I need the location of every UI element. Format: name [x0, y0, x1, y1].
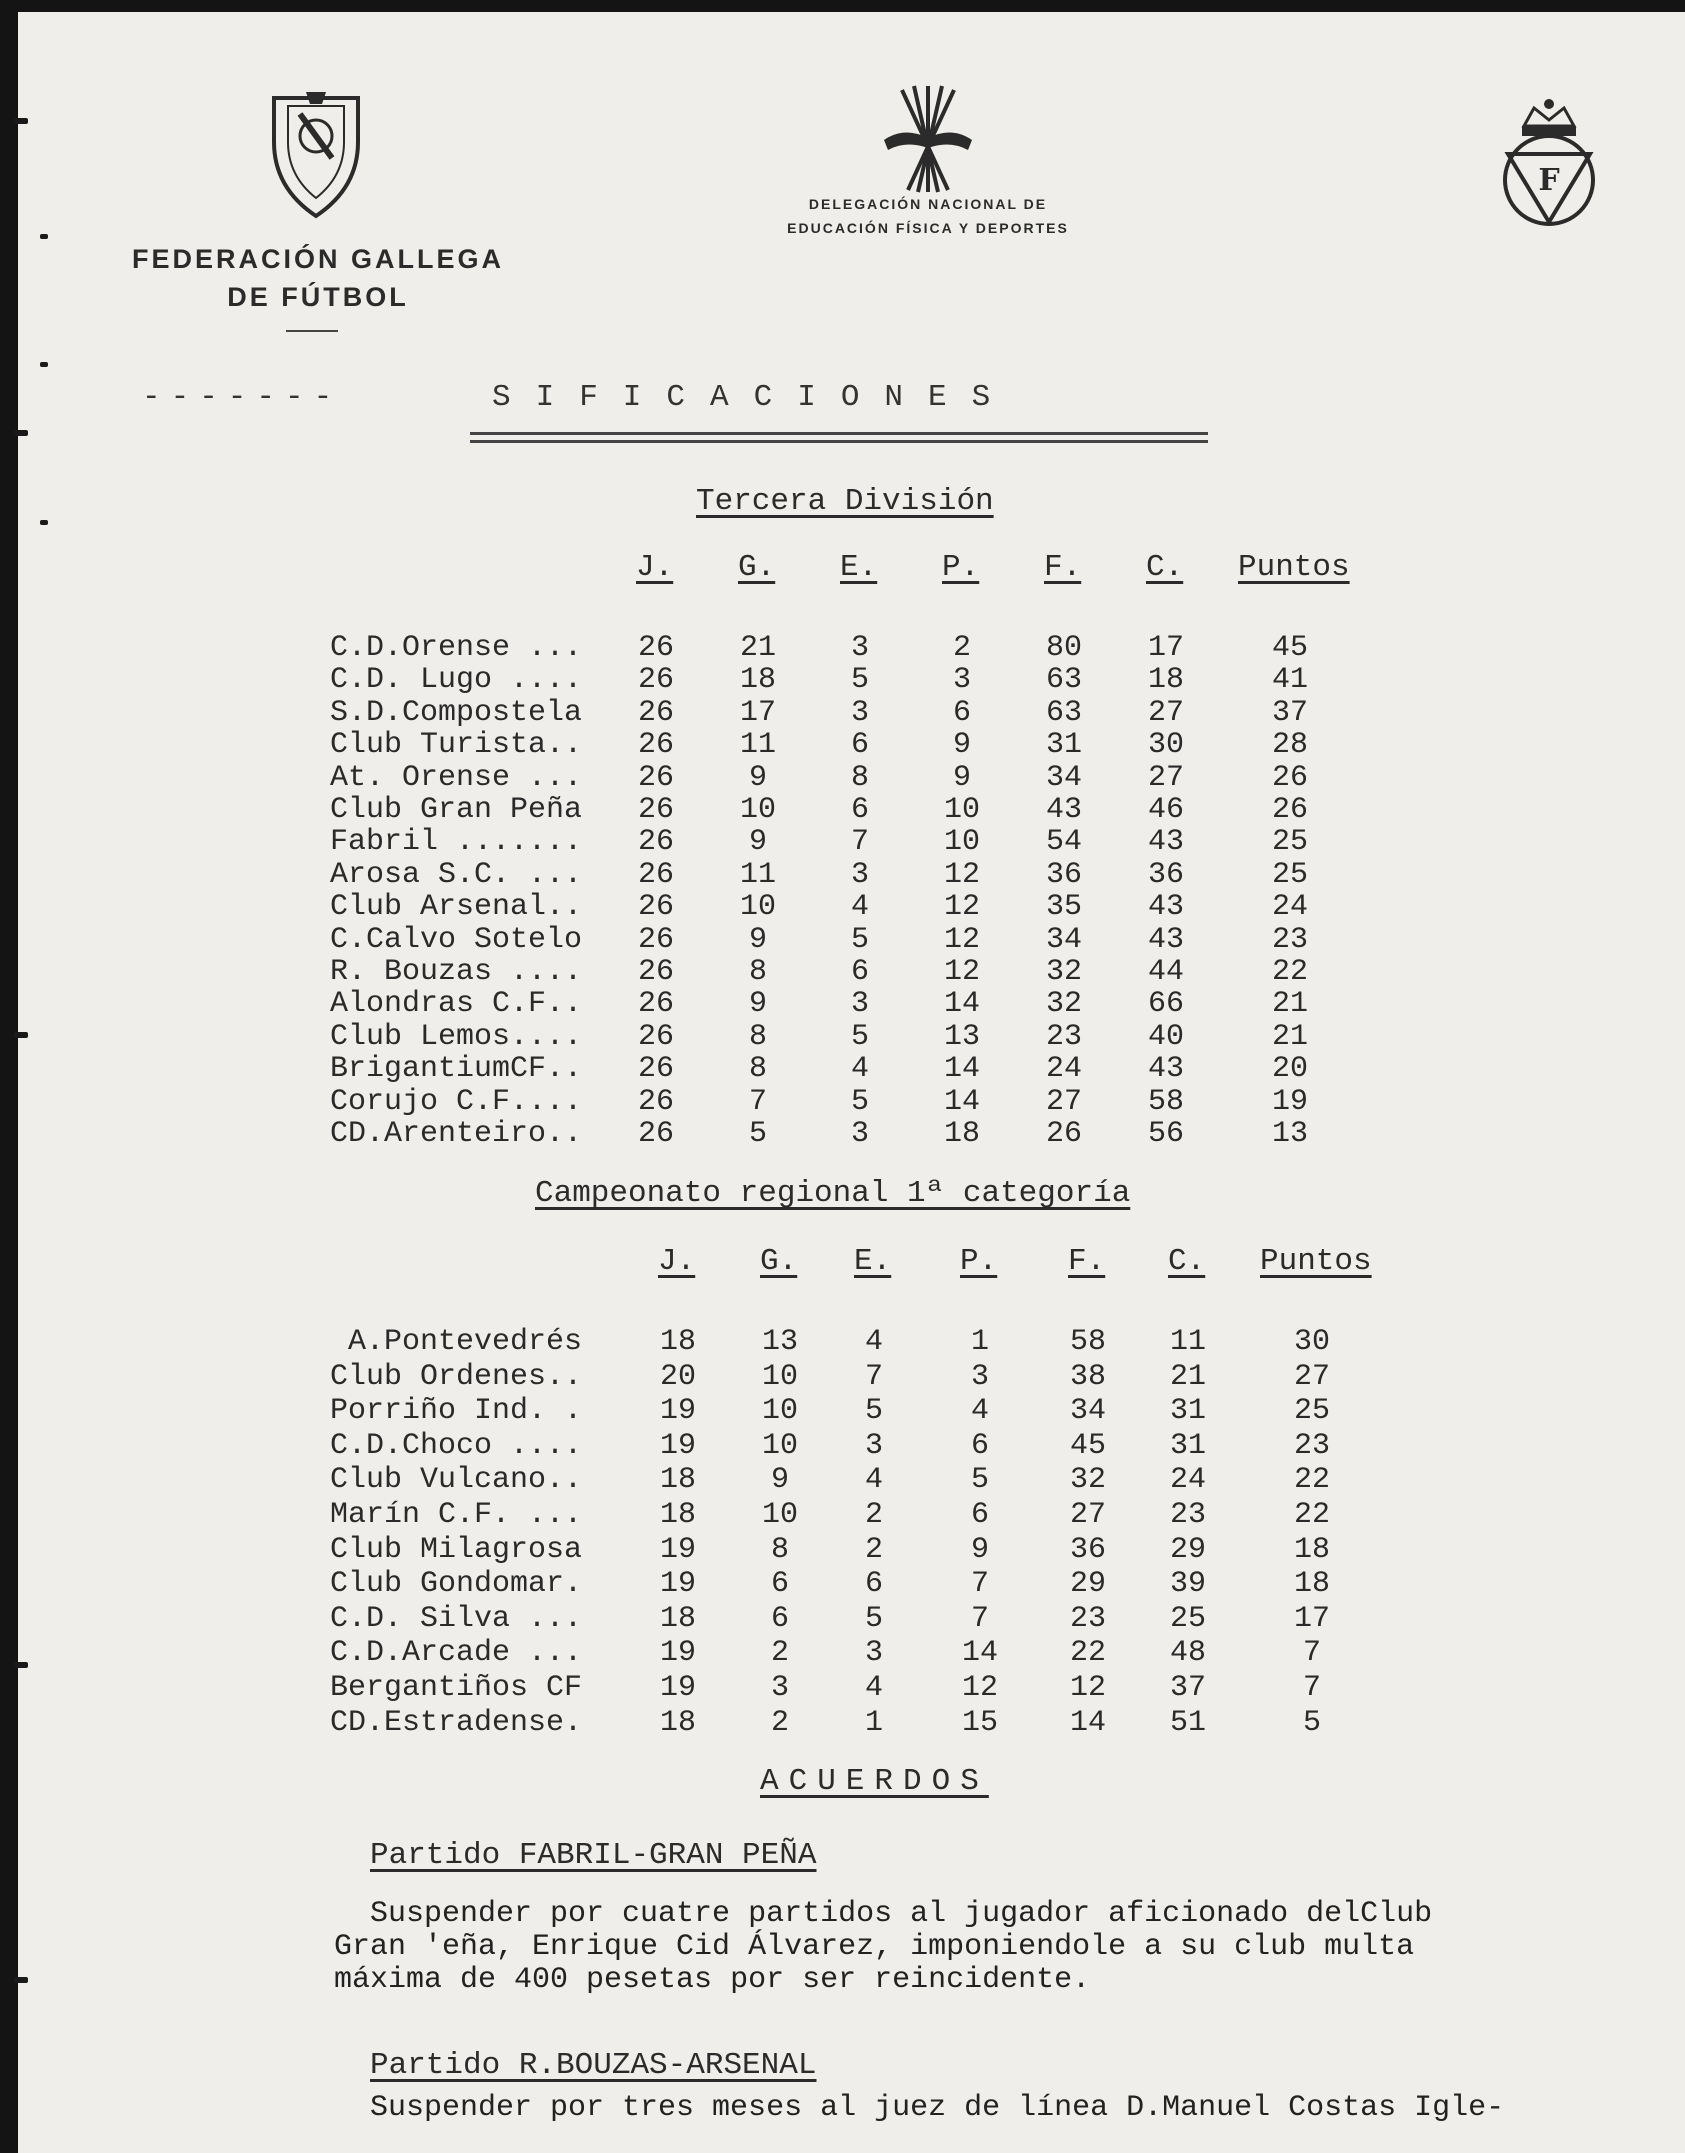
stat-cell-pts: 20	[1271, 1052, 1308, 1087]
stat-cell-e: 3	[864, 1636, 883, 1671]
stat-cell-j: 26	[637, 987, 674, 1022]
stat-cell-g: 7	[748, 1084, 767, 1119]
stat-cell-c: 46	[1147, 793, 1184, 827]
stat-cell-f: 29	[1069, 1567, 1106, 1602]
acuerdo-line: máxima de 400 pesetas por ser reincidente.	[334, 1963, 1091, 1997]
binder-mark	[40, 520, 48, 525]
stat-cell-e: 1	[864, 1705, 883, 1740]
stat-cell-g: 17	[739, 695, 776, 730]
column-header: Puntos	[1260, 1244, 1372, 1279]
stat-cell-e: 5	[850, 1019, 869, 1054]
team-name-cell: Porriño Ind. .	[330, 1394, 583, 1429]
stat-cell-e: 8	[850, 760, 869, 795]
stat-cell-p: 2	[952, 631, 971, 665]
stat-cell-j: 18	[659, 1325, 696, 1359]
stat-cell-g: 10	[761, 1394, 798, 1429]
stat-cell-j: 26	[637, 663, 674, 698]
stat-cell-e: 3	[850, 695, 869, 730]
stat-cell-j: 26	[637, 825, 674, 860]
stat-cell-p: 7	[970, 1567, 989, 1602]
page-title: SIFICACIONES	[492, 380, 1016, 415]
stat-cell-j: 26	[637, 793, 674, 827]
team-name-cell: CD.Estradense.	[330, 1705, 583, 1740]
divider	[286, 330, 338, 332]
column-header: F.	[1068, 1244, 1106, 1279]
stat-cell-p: 15	[961, 1705, 998, 1740]
stat-cell-j: 18	[659, 1601, 696, 1636]
stat-cell-j: 19	[659, 1567, 696, 1602]
regional-heading: Campeonato regional 1ª categoría	[535, 1176, 1131, 1211]
stat-cell-j: 26	[637, 955, 674, 989]
team-name-cell: Arosa S.C. ...	[330, 857, 583, 892]
stat-cell-j: 20	[659, 1359, 696, 1394]
federation-name	[108, 240, 528, 316]
stat-cell-g: 13	[761, 1325, 798, 1359]
stat-cell-f: 43	[1045, 793, 1082, 827]
stat-cell-j: 26	[637, 728, 674, 763]
team-name-cell: C.D. Lugo ....	[330, 663, 583, 698]
stat-cell-j: 19	[659, 1671, 696, 1705]
stat-cell-j: 26	[637, 922, 674, 957]
stat-cell-p: 10	[943, 825, 980, 860]
stat-cell-c: 27	[1147, 695, 1184, 730]
stat-cell-j: 18	[659, 1463, 696, 1498]
stat-cell-e: 4	[850, 890, 869, 925]
stat-cell-g: 2	[770, 1705, 789, 1740]
stat-cell-e: 4	[864, 1463, 883, 1498]
stat-cell-c: 66	[1147, 987, 1184, 1022]
column-header: E.	[854, 1244, 892, 1279]
stat-cell-j: 26	[637, 890, 674, 925]
stat-cell-p: 13	[943, 1019, 980, 1054]
stat-cell-e: 6	[850, 793, 869, 827]
stat-cell-pts: 18	[1293, 1532, 1330, 1567]
stat-cell-g: 6	[770, 1601, 789, 1636]
stat-cell-j: 19	[659, 1394, 696, 1429]
stat-cell-pts: 26	[1271, 793, 1308, 827]
stat-cell-e: 3	[850, 987, 869, 1022]
stat-cell-g: 9	[748, 922, 767, 957]
stat-cell-f: 54	[1045, 825, 1082, 860]
team-name-cell: Club Gondomar.	[330, 1567, 583, 1602]
stat-cell-e: 5	[864, 1394, 883, 1429]
stat-cell-j: 19	[659, 1636, 696, 1671]
stat-cell-c: 24	[1169, 1463, 1206, 1498]
stat-cell-e: 3	[850, 857, 869, 892]
stat-cell-pts: 22	[1271, 955, 1308, 989]
stat-cell-pts: 22	[1293, 1498, 1330, 1532]
team-name-cell: Alondras C.F..	[330, 987, 583, 1022]
stat-cell-p: 14	[961, 1636, 998, 1671]
stat-cell-c: 21	[1169, 1359, 1206, 1394]
stat-cell-j: 26	[637, 857, 674, 892]
binder-mark	[14, 1032, 28, 1038]
stat-cell-pts: 24	[1271, 890, 1308, 925]
stat-cell-p: 1	[970, 1325, 989, 1359]
stat-cell-j: 26	[637, 695, 674, 730]
stat-cell-c: 18	[1147, 663, 1184, 698]
stat-cell-g: 9	[748, 987, 767, 1022]
stat-cell-f: 35	[1045, 890, 1082, 925]
team-name-cell: C.D.Orense ...	[330, 631, 583, 665]
team-name-cell: R. Bouzas ....	[330, 955, 583, 989]
stat-cell-pts: 21	[1271, 987, 1308, 1022]
stat-cell-p: 9	[952, 728, 971, 763]
stat-cell-c: 39	[1169, 1567, 1206, 1602]
stat-cell-pts: 7	[1302, 1671, 1321, 1705]
stat-cell-e: 3	[850, 631, 869, 665]
stat-cell-p: 14	[943, 1084, 980, 1119]
stat-cell-e: 6	[864, 1567, 883, 1602]
document-page	[18, 12, 1685, 2153]
stat-cell-g: 8	[770, 1532, 789, 1567]
stat-cell-c: 44	[1147, 955, 1184, 989]
stat-cell-p: 6	[970, 1498, 989, 1532]
stat-cell-p: 6	[952, 695, 971, 730]
stat-cell-e: 3	[864, 1428, 883, 1463]
stat-cell-e: 4	[864, 1671, 883, 1705]
stat-cell-g: 2	[770, 1636, 789, 1671]
federation-crest-icon	[266, 84, 366, 224]
team-name-cell: Club Turista..	[330, 728, 583, 763]
team-name-cell: C.D. Silva ...	[330, 1601, 583, 1636]
stat-cell-pts: 27	[1293, 1359, 1330, 1394]
stat-cell-pts: 22	[1293, 1463, 1330, 1498]
stat-cell-pts: 25	[1271, 825, 1308, 860]
stat-cell-f: 34	[1045, 922, 1082, 957]
title-dashes: -------	[142, 380, 343, 415]
binder-mark	[14, 118, 28, 124]
svg-text:F: F	[1538, 163, 1560, 198]
stat-cell-c: 43	[1147, 890, 1184, 925]
stat-cell-f: 26	[1045, 1117, 1082, 1151]
team-name-cell: Club Gran Peña	[330, 793, 583, 827]
column-header: P.	[960, 1244, 998, 1279]
delegation-name-line2: EDUCACIÓN FÍSICA Y DEPORTES	[787, 220, 1069, 236]
stat-cell-f: 31	[1045, 728, 1082, 763]
stat-cell-p: 6	[970, 1428, 989, 1463]
stat-cell-p: 9	[970, 1532, 989, 1567]
team-name-cell: Club Ordenes..	[330, 1359, 583, 1394]
stat-cell-pts: 23	[1293, 1428, 1330, 1463]
stat-cell-j: 26	[637, 1052, 674, 1087]
stat-cell-j: 26	[637, 631, 674, 665]
stat-cell-g: 5	[748, 1117, 767, 1151]
stat-cell-f: 58	[1069, 1325, 1106, 1359]
binder-mark	[14, 430, 28, 436]
stat-cell-e: 5	[864, 1601, 883, 1636]
stat-cell-c: 43	[1147, 825, 1184, 860]
team-name-cell: Bergantiños CF	[330, 1671, 583, 1705]
stat-cell-g: 21	[739, 631, 776, 665]
team-name-cell: Club Arsenal..	[330, 890, 583, 925]
stat-cell-pts: 26	[1271, 760, 1308, 795]
stat-cell-p: 12	[961, 1671, 998, 1705]
column-header: F.	[1044, 550, 1082, 585]
column-header: Puntos	[1238, 550, 1350, 585]
stat-cell-p: 12	[943, 890, 980, 925]
stat-cell-pts: 13	[1271, 1117, 1308, 1151]
stat-cell-e: 6	[850, 728, 869, 763]
stat-cell-pts: 28	[1271, 728, 1308, 763]
stat-cell-f: 45	[1069, 1428, 1106, 1463]
stat-cell-pts: 41	[1271, 663, 1308, 698]
stat-cell-pts: 7	[1302, 1636, 1321, 1671]
stat-cell-j: 26	[637, 1117, 674, 1151]
title-double-rule	[470, 432, 1208, 443]
stat-cell-p: 12	[943, 857, 980, 892]
stat-cell-f: 32	[1045, 987, 1082, 1022]
stat-cell-f: 24	[1045, 1052, 1082, 1087]
team-name-cell: C.D.Arcade ...	[330, 1636, 583, 1671]
stat-cell-e: 4	[850, 1052, 869, 1087]
team-name-cell: A.Pontevedrés	[330, 1325, 583, 1359]
binder-mark	[14, 1662, 28, 1668]
acuerdo-text	[334, 1898, 1432, 1997]
team-name-cell: Club Vulcano..	[330, 1463, 583, 1498]
stat-cell-c: 27	[1147, 760, 1184, 795]
stat-cell-c: 31	[1169, 1394, 1206, 1429]
stat-cell-f: 36	[1069, 1532, 1106, 1567]
stat-cell-g: 10	[761, 1359, 798, 1394]
column-header: J.	[658, 1244, 696, 1279]
stat-cell-p: 10	[943, 793, 980, 827]
stat-cell-j: 26	[637, 1084, 674, 1119]
stat-cell-pts: 45	[1271, 631, 1308, 665]
stat-cell-e: 5	[850, 1084, 869, 1119]
stat-cell-e: 7	[864, 1359, 883, 1394]
stat-cell-pts: 23	[1271, 922, 1308, 957]
team-name-cell: CD.Arenteiro..	[330, 1117, 583, 1151]
stat-cell-pts: 25	[1293, 1394, 1330, 1429]
stat-cell-j: 26	[637, 760, 674, 795]
stat-cell-f: 23	[1045, 1019, 1082, 1054]
team-name-cell: C.Calvo Sotelo	[330, 922, 583, 957]
stat-cell-g: 10	[761, 1428, 798, 1463]
stat-cell-p: 3	[952, 663, 971, 698]
stat-cell-f: 32	[1069, 1463, 1106, 1498]
stat-cell-f: 27	[1045, 1084, 1082, 1119]
stat-cell-c: 43	[1147, 922, 1184, 957]
stat-cell-c: 58	[1147, 1084, 1184, 1119]
stat-cell-c: 11	[1169, 1325, 1206, 1359]
acuerdo-title: Partido R.BOUZAS-ARSENAL	[370, 2048, 817, 2083]
team-name-cell: Corujo C.F....	[330, 1084, 583, 1119]
stat-cell-j: 26	[637, 1019, 674, 1054]
stat-cell-f: 63	[1045, 695, 1082, 730]
stat-cell-pts: 25	[1271, 857, 1308, 892]
team-name-cell: BrigantiumCF..	[330, 1052, 583, 1087]
stat-cell-pts: 19	[1271, 1084, 1308, 1119]
column-header: G.	[760, 1244, 798, 1279]
team-name-cell: Club Lemos....	[330, 1019, 583, 1054]
stat-cell-f: 80	[1045, 631, 1082, 665]
stat-cell-g: 9	[770, 1463, 789, 1498]
stat-cell-f: 36	[1045, 857, 1082, 892]
stat-cell-c: 23	[1169, 1498, 1206, 1532]
tercera-heading: Tercera División	[696, 484, 994, 519]
stat-cell-c: 43	[1147, 1052, 1184, 1087]
stat-cell-c: 51	[1169, 1705, 1206, 1740]
stat-cell-p: 14	[943, 987, 980, 1022]
team-name-cell: Fabril .......	[330, 825, 583, 860]
stat-cell-g: 11	[739, 857, 776, 892]
stat-cell-f: 27	[1069, 1498, 1106, 1532]
acuerdos-heading: ACUERDOS	[760, 1764, 989, 1799]
stat-cell-g: 8	[748, 955, 767, 989]
stat-cell-pts: 17	[1293, 1601, 1330, 1636]
acuerdo-line: Suspender por cuatre partidos al jugador aficionado delClub	[334, 1897, 1433, 1931]
column-header: C.	[1146, 550, 1184, 585]
stat-cell-e: 7	[850, 825, 869, 860]
stat-cell-f: 38	[1069, 1359, 1106, 1394]
team-name-cell: Club Milagrosa	[330, 1532, 583, 1567]
team-name-cell: Marín C.F. ...	[330, 1498, 583, 1532]
stat-cell-j: 19	[659, 1532, 696, 1567]
stat-cell-c: 56	[1147, 1117, 1184, 1151]
acuerdo-title: Partido FABRIL-GRAN PEÑA	[370, 1838, 817, 1873]
stat-cell-c: 29	[1169, 1532, 1206, 1567]
royal-crown-emblem-icon	[1494, 96, 1604, 228]
stat-cell-pts: 30	[1293, 1325, 1330, 1359]
stat-cell-g: 10	[739, 793, 776, 827]
stat-cell-p: 14	[943, 1052, 980, 1087]
stat-cell-p: 4	[970, 1394, 989, 1429]
acuerdo-line: Suspender por tres meses al juez de línea D.Manuel Costas Igle-	[370, 2091, 1505, 2125]
stat-cell-f: 34	[1069, 1394, 1106, 1429]
delegation-name-line1: DELEGACIÓN NACIONAL DE	[808, 196, 1048, 212]
acuerdo-text	[370, 2092, 1504, 2125]
stat-cell-f: 63	[1045, 663, 1082, 698]
team-name-cell: C.D.Choco ....	[330, 1428, 583, 1463]
stat-cell-c: 40	[1147, 1019, 1184, 1054]
column-header: G.	[738, 550, 776, 585]
stat-cell-j: 19	[659, 1428, 696, 1463]
stat-cell-f: 34	[1045, 760, 1082, 795]
federation-name-line2: DE FÚTBOL	[227, 282, 409, 312]
stat-cell-pts: 5	[1302, 1705, 1321, 1740]
federation-name-line1: FEDERACIÓN GALLEGA	[131, 244, 504, 274]
binder-mark	[14, 1977, 28, 1983]
stat-cell-p: 3	[970, 1359, 989, 1394]
stat-cell-c: 17	[1147, 631, 1184, 665]
stat-cell-e: 4	[864, 1325, 883, 1359]
stat-cell-j: 18	[659, 1705, 696, 1740]
stat-cell-e: 6	[850, 955, 869, 989]
stat-cell-p: 18	[943, 1117, 980, 1151]
stat-cell-pts: 18	[1293, 1567, 1330, 1602]
stat-cell-g: 6	[770, 1567, 789, 1602]
stat-cell-f: 12	[1069, 1671, 1106, 1705]
stat-cell-p: 5	[970, 1463, 989, 1498]
stat-cell-g: 9	[748, 760, 767, 795]
stat-cell-f: 32	[1045, 955, 1082, 989]
stat-cell-c: 25	[1169, 1601, 1206, 1636]
stat-cell-c: 30	[1147, 728, 1184, 763]
team-name-cell: At. Orense ...	[330, 760, 583, 795]
stat-cell-g: 10	[761, 1498, 798, 1532]
stat-cell-g: 18	[739, 663, 776, 698]
stat-cell-p: 12	[943, 922, 980, 957]
stat-cell-c: 36	[1147, 857, 1184, 892]
stat-cell-f: 22	[1069, 1636, 1106, 1671]
stat-cell-e: 2	[864, 1532, 883, 1567]
acuerdo-line: Gran 'eña, Enrique Cid Álvarez, imponiendole a su club multa	[334, 1930, 1415, 1964]
stat-cell-g: 8	[748, 1019, 767, 1054]
stat-cell-g: 3	[770, 1671, 789, 1705]
column-header: J.	[636, 550, 674, 585]
stat-cell-j: 18	[659, 1498, 696, 1532]
stat-cell-g: 10	[739, 890, 776, 925]
stat-cell-p: 9	[952, 760, 971, 795]
stat-cell-g: 11	[739, 728, 776, 763]
stat-cell-c: 37	[1169, 1671, 1206, 1705]
stat-cell-e: 5	[850, 922, 869, 957]
column-header: C.	[1168, 1244, 1206, 1279]
binder-mark	[40, 234, 48, 239]
stat-cell-p: 7	[970, 1601, 989, 1636]
yoke-and-arrows-emblem-icon	[878, 80, 978, 200]
stat-cell-c: 48	[1169, 1636, 1206, 1671]
stat-cell-p: 12	[943, 955, 980, 989]
stat-cell-pts: 21	[1271, 1019, 1308, 1054]
delegation-name	[718, 192, 1138, 240]
team-name-cell: S.D.Compostela	[330, 695, 583, 730]
column-header: P.	[942, 550, 980, 585]
stat-cell-pts: 37	[1271, 695, 1308, 730]
stat-cell-e: 5	[850, 663, 869, 698]
stat-cell-f: 14	[1069, 1705, 1106, 1740]
stat-cell-e: 3	[850, 1117, 869, 1151]
stat-cell-c: 31	[1169, 1428, 1206, 1463]
column-header: E.	[840, 550, 878, 585]
stat-cell-g: 9	[748, 825, 767, 860]
stat-cell-g: 8	[748, 1052, 767, 1087]
stat-cell-e: 2	[864, 1498, 883, 1532]
binder-mark	[40, 362, 48, 367]
stat-cell-f: 23	[1069, 1601, 1106, 1636]
